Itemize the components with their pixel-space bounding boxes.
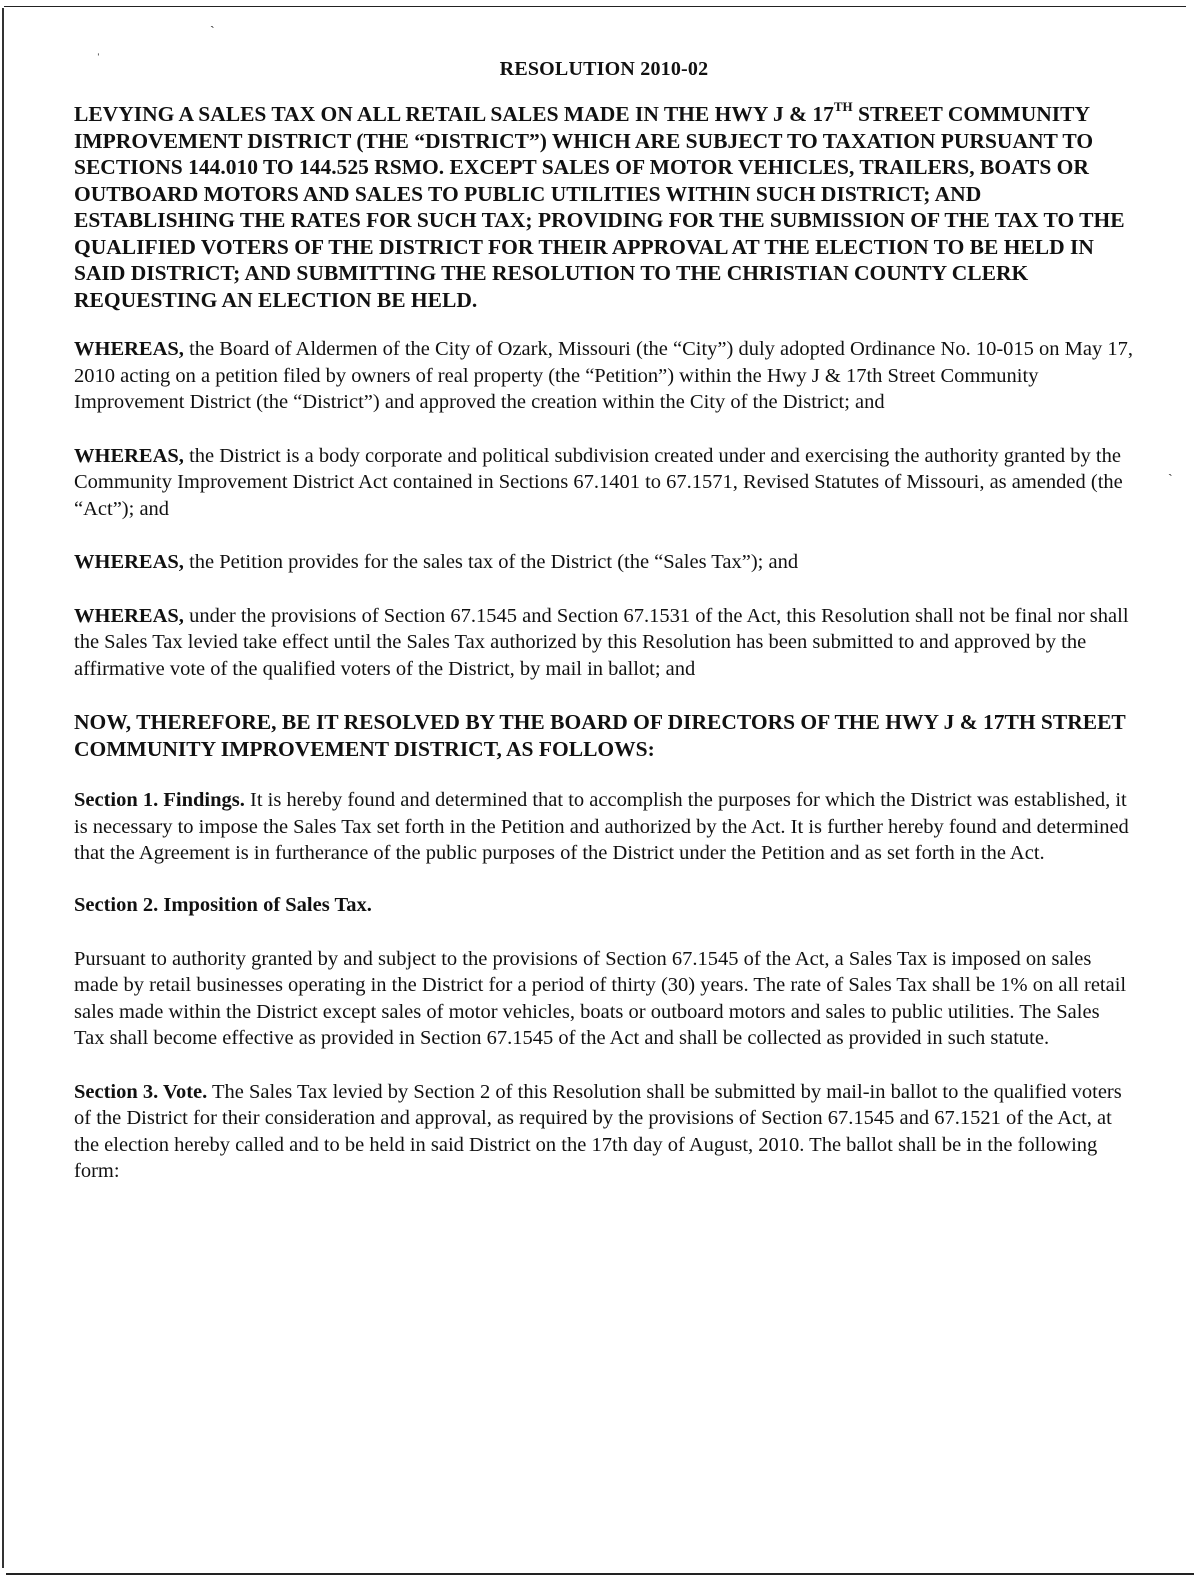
whereas-paragraph-4: [74, 603, 1134, 683]
section-3-paragraph: [74, 1079, 1134, 1185]
whereas-text: the Board of Aldermen of the City of Ozark, Missouri (the “City”) duly adopted Ordinance No. 10-015 on May 17, 2010 acting on a petition filed by owners of real property (the “Petition”) within the Hwy J & 17th Street Community Improvement District (the “District”) and approved the creation within the City of the District; and: [74, 338, 1133, 413]
scan-speck: ˈ: [96, 52, 101, 67]
scan-speck: ˎ: [1168, 462, 1173, 477]
scan-border-top: [4, 6, 1186, 7]
resolved-heading: NOW, THEREFORE, BE IT RESOLVED BY THE BOARD OF DIRECTORS OF THE HWY J & 17TH STREET COMMUNITY IMPROVEMENT DISTRICT, AS FOLLOWS:: [74, 710, 1126, 761]
section-1-label: Section 1. Findings.: [74, 789, 245, 811]
whereas-paragraph-1: [74, 336, 1134, 416]
caption-text-part1: LEVYING A SALES TAX ON ALL RETAIL SALES MADE IN THE HWY J & 17: [74, 102, 834, 126]
whereas-paragraph-2: [74, 443, 1134, 523]
whereas-text: the Petition provides for the sales tax of the District (the “Sales Tax”); and: [183, 551, 799, 573]
document-title: RESOLUTION 2010-02: [499, 58, 709, 80]
section-2-paragraph: Pursuant to authority granted by and subject to the provisions of Section 67.1545 of the Act, a Sales Tax is imposed on sales made by retail businesses operating in the District for a period of thirty (30) years. The rate of Sales Tax shall be 1% on all retail sales made within the District except sales of motor vehicles, boats or outboard motors and sales to public utilities. The Sales Tax shall become effective as provided in Section 67.1545 of the Act and shall be collected as provided in such statute.: [74, 947, 1127, 1049]
resolution-caption: [74, 101, 1134, 313]
whereas-label: WHEREAS,: [74, 604, 184, 627]
scan-speck: ˏ: [210, 14, 215, 29]
whereas-label: WHEREAS,: [74, 338, 184, 360]
whereas-text: the District is a body corporate and political subdivision created under and exercising the authority granted by the Community Improvement District Act contained in Sections 67.1401 to 67.1571, Revised Statutes of Missouri, as amended (the “Act”); and: [74, 444, 1123, 520]
section-1-text: It is hereby found and determined that to accomplish the purposes for which the District was established, it is necessary to impose the Sales Tax set forth in the Petition and authorized by the Act. It is further hereby found and determined that the Agreement is in furtherance of the public purposes of the District under the Petition and as set forth in the Act.: [74, 789, 1129, 864]
whereas-text: under the provisions of Section 67.1545 and Section 67.1531 of the Act, this Resolution shall not be final nor shall the Sales Tax levied take effect until the Sales Tax authorized by this Resolution has been submitted to and approved by the affirmative vote of the qualified voters of the District, by mail in ballot; and: [74, 604, 1129, 680]
caption-text-part2: STREET COMMUNITY IMPROVEMENT DISTRICT (THE “DISTRICT”) WHICH ARE SUBJECT TO TAXATION PURSUANT TO SECTIONS 144.010 TO 144.525 RSMO. EXCEPT SALES OF MOTOR VEHICLES, TRAILERS, BOATS OR OUTBOARD MOTORS AND SALES TO PUBLIC UTILITIES WITHIN SUCH DISTRICT; AND ESTABLISHING THE RATES FOR SUCH TAX; PROVIDING FOR THE SUBMISSION OF THE TAX TO THE QUALIFIED VOTERS OF THE DISTRICT FOR THEIR APPROVAL AT THE ELECTION TO BE HELD IN SAID DISTRICT; AND SUBMITTING THE RESOLUTION TO THE CHRISTIAN COUNTY CLERK REQUESTING AN ELECTION BE HELD.: [74, 102, 1125, 312]
section-3-label: Section 3. Vote.: [74, 1080, 208, 1103]
scan-border-left: [2, 8, 4, 1568]
whereas-label: WHEREAS,: [74, 444, 184, 467]
whereas-paragraph-3: [74, 549, 1134, 576]
section-1-paragraph: [74, 787, 1134, 867]
document-page: [74, 58, 1134, 1212]
whereas-label: WHEREAS,: [74, 551, 184, 573]
scan-border-bottom: [6, 1573, 1194, 1575]
section-3-text: The Sales Tax levied by Section 2 of this Resolution shall be submitted by mail-in ballot to the qualified voters of the District for their consideration and approval, as required by the provisions of Section 67.1545 and 67.1521 of the Act, at the election hereby called and to be held in said District on the 17th day of August, 2010. The ballot shall be in the following form:: [74, 1080, 1122, 1182]
caption-superscript: TH: [833, 99, 853, 114]
section-2-title: Section 2. Imposition of Sales Tax.: [74, 893, 372, 916]
